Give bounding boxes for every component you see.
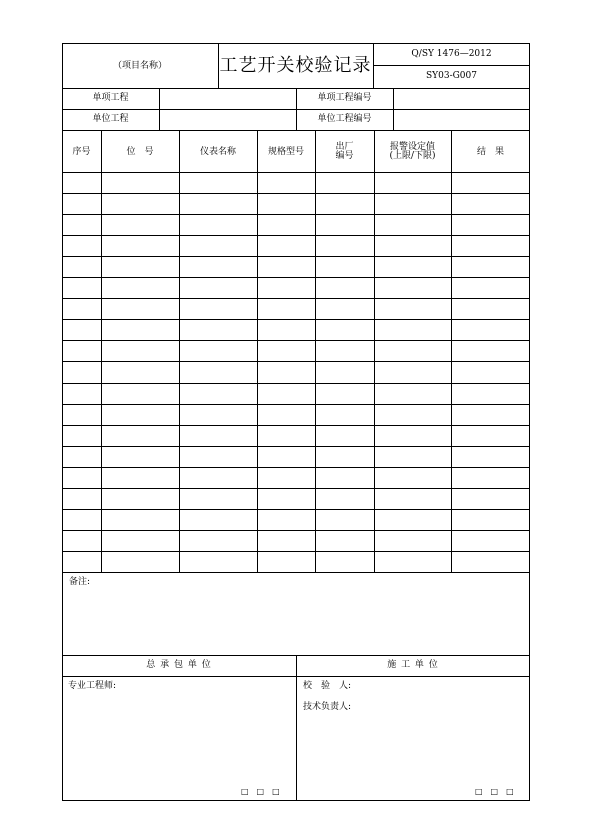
unit-project-label: 单位工程 — [92, 114, 129, 124]
col-header-result: 结 果 — [476, 147, 504, 157]
table-row — [62, 193, 530, 194]
standard-code: Q/SY 1476—2012 — [411, 49, 492, 59]
table-row — [62, 361, 530, 362]
date-marks-right: □ □ □ — [475, 787, 514, 796]
signoff-header-bottom — [62, 676, 530, 677]
info-divider-1 — [159, 88, 160, 130]
date-marks-left: □ □ □ — [241, 787, 280, 796]
table-row — [62, 298, 530, 299]
verifier-label: 校 验 人: — [303, 681, 352, 691]
table-row — [62, 467, 530, 468]
col-divider-5 — [374, 130, 375, 572]
table-row — [62, 235, 530, 236]
single-project-label: 单项工程 — [92, 93, 129, 103]
page-title: 工艺开关校验记录 — [219, 55, 372, 76]
col-divider-2 — [179, 130, 180, 572]
engineer-label: 专业工程师: — [68, 681, 117, 691]
unit-project-no-label: 单位工程编号 — [317, 114, 372, 124]
table-row — [62, 256, 530, 257]
col-header-position: 位 号 — [126, 147, 154, 157]
col-header-instrument-name: 仪表名称 — [199, 147, 236, 157]
col-divider-4 — [315, 130, 316, 572]
tech-lead-label: 技术负责人: — [303, 702, 352, 712]
col-divider-1 — [101, 130, 102, 572]
table-row — [62, 383, 530, 384]
header-code-divider — [373, 65, 530, 66]
table-row — [62, 572, 530, 573]
table-row — [62, 488, 530, 489]
col-header-alarm-2: (上限/下限) — [389, 151, 436, 161]
project-name-label: （项目名称） — [112, 61, 167, 71]
col-divider-6 — [451, 130, 452, 572]
table-row — [62, 509, 530, 510]
col-header-factory-no-2: 编号 — [335, 151, 354, 161]
table-row — [62, 340, 530, 341]
table-row — [62, 551, 530, 552]
form-code: SY03-G007 — [426, 71, 477, 81]
col-header-alarm-1: 报警设定值 — [389, 142, 435, 152]
table-row — [62, 214, 530, 215]
col-header-seq: 序号 — [72, 147, 91, 157]
col-divider-3 — [257, 130, 258, 572]
table-row — [62, 425, 530, 426]
col-header-factory-no-1: 出厂 — [335, 142, 354, 152]
remarks-label: 备注: — [69, 577, 91, 587]
info-bottom — [62, 130, 530, 131]
table-row — [62, 530, 530, 531]
table-row — [62, 319, 530, 320]
table-row — [62, 404, 530, 405]
info-divider-3 — [393, 88, 394, 130]
construction-header: 施 工 单 位 — [387, 660, 439, 670]
contractor-header: 总 承 包 单 位 — [146, 660, 212, 670]
col-header-spec-model: 规格型号 — [267, 147, 304, 157]
table-row — [62, 277, 530, 278]
table-row — [62, 172, 530, 173]
single-project-no-label: 单项工程编号 — [317, 93, 372, 103]
table-row — [62, 446, 530, 447]
